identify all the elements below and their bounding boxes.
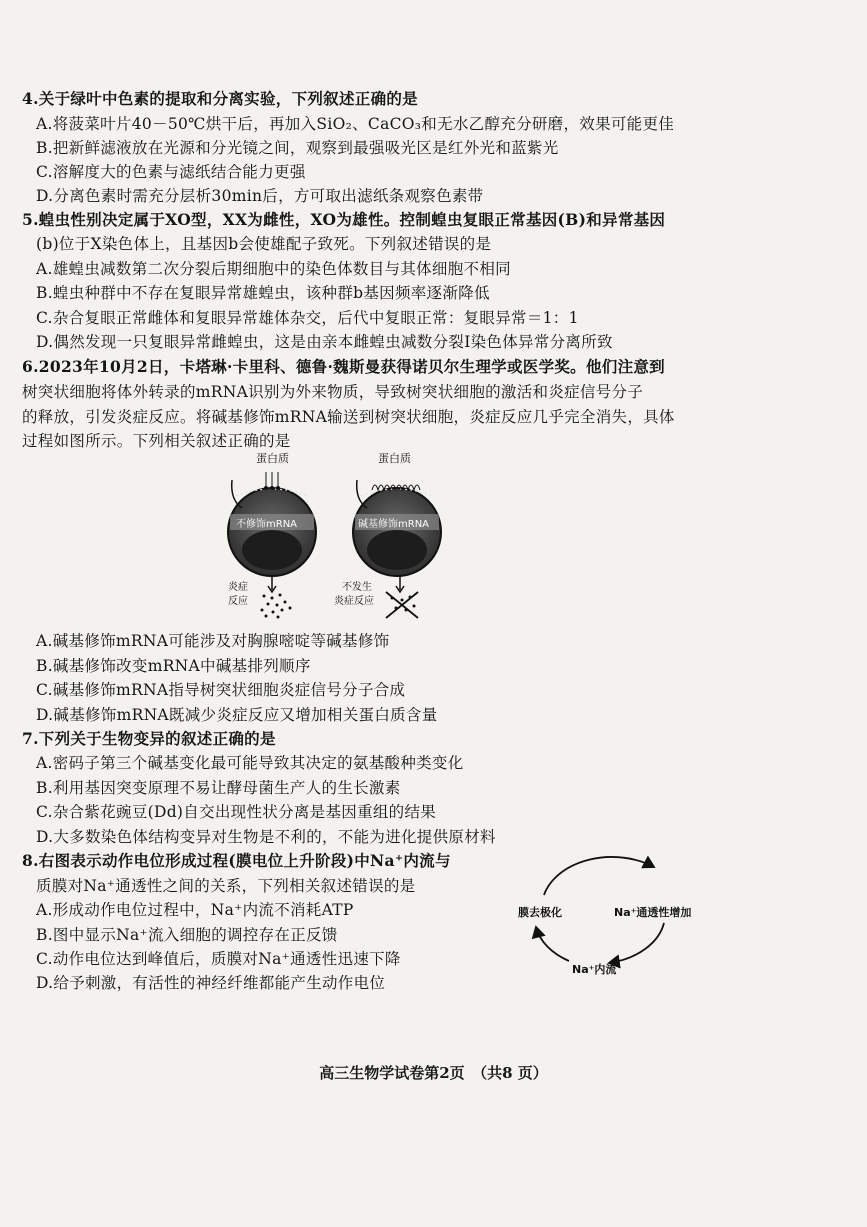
question-7-stem: 7.下列关于生物变异的叙述正确的是: [22, 729, 276, 748]
question-8-stem-line1: 8.右图表示动作电位形成过程(膜电位上升阶段)中Na⁺内流与: [22, 851, 451, 870]
left-reaction-label-2: 反应: [228, 596, 248, 607]
question-5-stem-line1: 5.蝗虫性别决定属于XO型，XX为雌性，XO为雄性。控制蝗虫复眼正常基因(B)和异常基因: [22, 210, 666, 229]
question-5-stem-line2: (b)位于X染色体上，且基因b会使雄配子致死。下列叙述错误的是: [36, 235, 492, 253]
question-8-option-c: C.动作电位达到峰值后，质膜对Na⁺通透性迅速下降: [36, 950, 401, 968]
question-8-option-b: B.图中显示Na⁺流入细胞的调控存在正反馈: [36, 926, 338, 944]
cycle-label-permeability: Na⁺通透性增加: [614, 906, 692, 919]
question-6-stem-line4: 过程如图所示。下列相关叙述正确的是: [22, 432, 291, 450]
question-4-option-b: B.把新鲜滤液放在光源和分光镜之间，观察到最强吸光区是红外光和蓝紫光: [36, 139, 559, 157]
question-4-stem: 4.关于绿叶中色素的提取和分离实验，下列叙述正确的是: [22, 89, 418, 108]
question-8-stem-line2: 质膜对Na⁺通透性之间的关系，下列相关叙述错误的是: [36, 877, 416, 895]
cycle-label-na-influx: Na⁺内流: [572, 963, 617, 976]
question-7-option-c: C.杂合紫花豌豆(Dd)自交出现性状分离是基因重组的结果: [36, 803, 437, 821]
right-mrna-label: 碱基修饰mRNA: [358, 519, 430, 530]
question-5-option-c: C.杂合复眼正常雌体和复眼异常雄体杂交，后代中复眼正常：复眼异常＝1：1: [36, 309, 579, 327]
question-6-option-b: B.碱基修饰改变mRNA中碱基排列顺序: [36, 657, 311, 675]
question-5-option-b: B.蝗虫种群中不存在复眼异常雄蝗虫，该种群b基因频率逐渐降低: [36, 284, 490, 302]
page-footer: 高三生物学试卷第2页 （共8 页）: [319, 1064, 548, 1082]
question-5-option-d: D.偶然发现一只复眼异常雌蝗虫，这是由亲本雌蝗虫减数分裂Ⅰ染色体异常分离所致: [36, 333, 613, 351]
question-6-stem-line3: 的释放，引发炎症反应。将碱基修饰mRNA输送到树突状细胞，炎症反应几乎完全消失，具体: [22, 408, 675, 426]
left-protein-label: 蛋白质: [256, 452, 289, 465]
right-reaction-label-1: 不发生: [342, 582, 372, 593]
cycle-arrow-top: [544, 857, 654, 895]
question-6-stem-line1: 6.2023年10月2日，卡塔琳·卡里科、德鲁·魏斯曼获得诺贝尔生理学或医学奖。他们注意到: [22, 357, 665, 376]
question-7-option-b: B.利用基因突变原理不易让酵母菌生产人的生长激素: [36, 779, 401, 797]
left-signal-dots: [261, 594, 292, 619]
question-4-option-c: C.溶解度大的色素与滤纸结合能力更强: [36, 163, 306, 181]
mrna-dendritic-cell-figure: [222, 450, 462, 620]
question-6-stem-line2: 树突状细胞将体外转录的mRNA识别为外来物质，导致树突状细胞的激活和炎症信号分子: [22, 383, 644, 401]
question-6-option-a: A.碱基修饰mRNA可能涉及对胸腺嘧啶等碱基修饰: [36, 632, 390, 650]
cycle-arrow-bottom-left: [536, 927, 569, 961]
left-reaction-label-1: 炎症: [228, 582, 248, 593]
cycle-label-depolarization: 膜去极化: [518, 906, 562, 919]
question-5-option-a: A.雄蝗虫减数第二次分裂后期细胞中的染色体数目与其体细胞不相同: [36, 260, 511, 278]
cycle-arrow-bottom-right: [609, 923, 664, 963]
question-8-option-d: D.给予刺激，有活性的神经纤维都能产生动作电位: [36, 974, 386, 992]
question-7-option-a: A.密码子第三个碱基变化最可能导致其决定的氨基酸种类变化: [36, 754, 464, 772]
left-mrna-label: 不修饰mRNA: [236, 519, 298, 530]
question-7-option-d: D.大多数染色体结构变异对生物是不利的，不能为进化提供原材料: [36, 828, 496, 846]
question-4-option-d: D.分离色素时需充分层析30min后，方可取出滤纸条观察色素带: [36, 187, 484, 205]
question-6-option-c: C.碱基修饰mRNA指导树突状细胞炎症信号分子合成: [36, 681, 406, 699]
na-positive-feedback-cycle: [514, 845, 714, 980]
question-8-option-a: A.形成动作电位过程中，Na⁺内流不消耗ATP: [36, 901, 354, 919]
right-reaction-label-2: 炎症反应: [334, 596, 374, 607]
right-protein-label: 蛋白质: [378, 452, 411, 465]
question-6-option-d: D.碱基修饰mRNA既减少炎症反应又增加相关蛋白质含量: [36, 706, 438, 724]
question-4-option-a: A.将菠菜叶片40－50℃烘干后，再加入SiO₂、CaCO₃和无水乙醇充分研磨，效果可能更佳: [36, 115, 675, 133]
